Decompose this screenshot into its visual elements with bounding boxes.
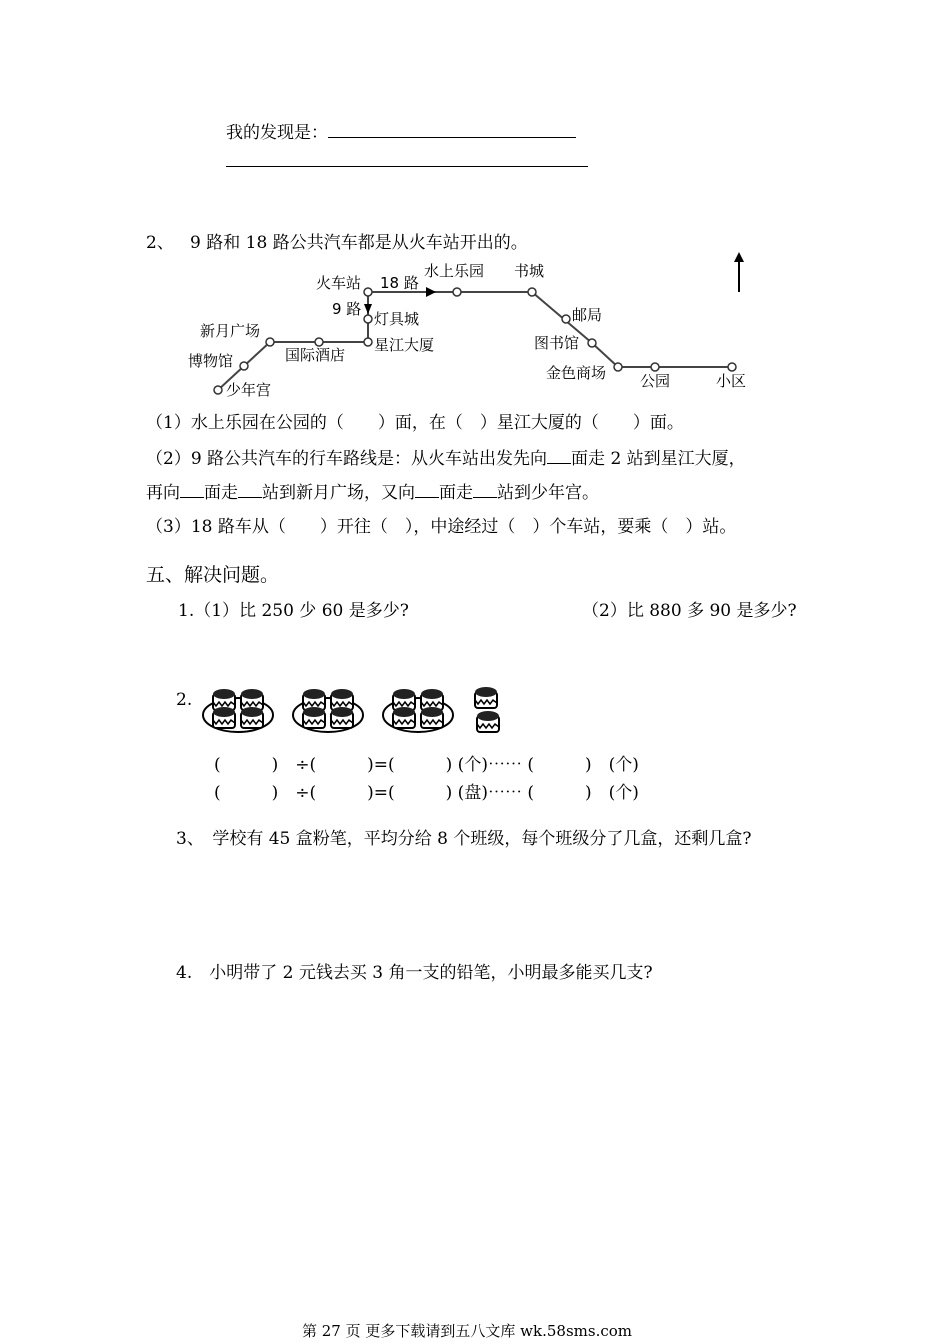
q2-sub-2-text: 面走 2 站到星江大厦， [571,449,746,469]
answer-blank[interactable] [473,479,497,498]
question-number: 2、 [146,233,174,253]
station-dot [528,288,536,296]
station-dot [315,338,323,346]
route-9-label: 9 路 [332,300,362,318]
question-text: 9 路和 18 路公共汽车都是从火车站开出的。 [190,233,528,253]
station-label-shaonian: 少年宫 [226,381,272,399]
station-dot [588,339,596,347]
q2-sub-2-text: 面走 [439,483,473,503]
station-dot [214,386,222,394]
station-dot [364,315,372,323]
equation-2: ( ) ÷( )=( ) (盘)⋯⋯ ( ) (个) [214,783,639,803]
answer-blank[interactable] [547,445,571,464]
q2-sub-2-cont [146,478,599,503]
q2-sub-3: （3）18 路车从（ ）开往（ ），中途经过（ ）个车站，要乘（ ）站。 [146,517,737,537]
page-footer: 第 27 页 更多下载请到五八文库 wk.58sms.com [302,1322,632,1340]
station-label-xiaoqu: 小区 [716,372,747,390]
q2-sub-2 [146,444,746,469]
station-label-bowuguan: 博物馆 [188,352,234,370]
route-18-arrow-icon [426,287,436,297]
station-dot [364,338,372,346]
station-label-huochezhan: 火车站 [316,274,362,292]
q2-sub-2-text: 站到新月广场，又向 [262,483,415,503]
station-dot [240,362,248,370]
station-label-youju: 邮局 [572,306,603,324]
station-label-xinyue: 新月广场 [200,322,261,340]
station-label-shucheng: 书城 [514,262,545,280]
station-label-xingjiang: 星江大厦 [374,336,435,354]
discovery-label: 我的发现是： [226,123,328,143]
problem-3: 3、 学校有 45 盒粉笔，平均分给 8 个班级，每个班级分了几盒，还剩几盒? [176,829,752,849]
cake-icon [475,687,499,732]
station-label-dengju: 灯具城 [374,310,420,328]
answer-blank[interactable] [180,479,204,498]
station-dot [614,363,622,371]
station-dot [651,363,659,371]
station-dot [728,363,736,371]
route-9-arrow-icon [364,304,372,314]
q2-sub-2-text: 再向 [146,483,180,503]
q2-sub-2-text: （2）9 路公共汽车的行车路线是：从火车站出发先向 [146,449,548,469]
section-5-title: 五、解决问题。 [146,564,280,586]
plate-icon [293,689,363,732]
route-18-label: 18 路 [380,274,419,292]
bus-route-map [0,0,950,410]
station-label-tushuguan: 图书馆 [534,334,580,352]
station-dot [453,288,461,296]
problem-2-number: 2. [176,690,193,710]
equation-1: ( ) ÷( )=( ) (个)⋯⋯ ( ) (个) [214,755,639,775]
station-label-jinse: 金色商场 [546,364,607,382]
station-label-guoji: 国际酒店 [285,346,346,364]
station-label-gongyuan: 公园 [640,372,671,390]
plate-icon [383,689,453,732]
plate-icon [203,689,273,732]
q2-sub-2-text: 站到少年宫。 [497,483,599,503]
answer-blank[interactable] [238,479,262,498]
answer-blank[interactable] [415,479,439,498]
q2-sub-2-text: 面走 [204,483,238,503]
station-dot [562,315,570,323]
problem-4: 4. 小明带了 2 元钱去买 3 角一支的铅笔，小明最多能买几支? [176,963,653,983]
q2-sub-1: （1）水上乐园在公园的（ ）面，在（ ）星江大厦的（ ）面。 [146,413,684,433]
station-dot [266,338,274,346]
problem-1a: 1.（1）比 250 少 60 是多少? [178,601,409,621]
station-label-shuishang: 水上乐园 [424,262,485,280]
cakes-illustration [196,680,516,750]
station-dot [364,288,372,296]
problem-1b: （2）比 880 多 90 是多少? [582,601,797,621]
